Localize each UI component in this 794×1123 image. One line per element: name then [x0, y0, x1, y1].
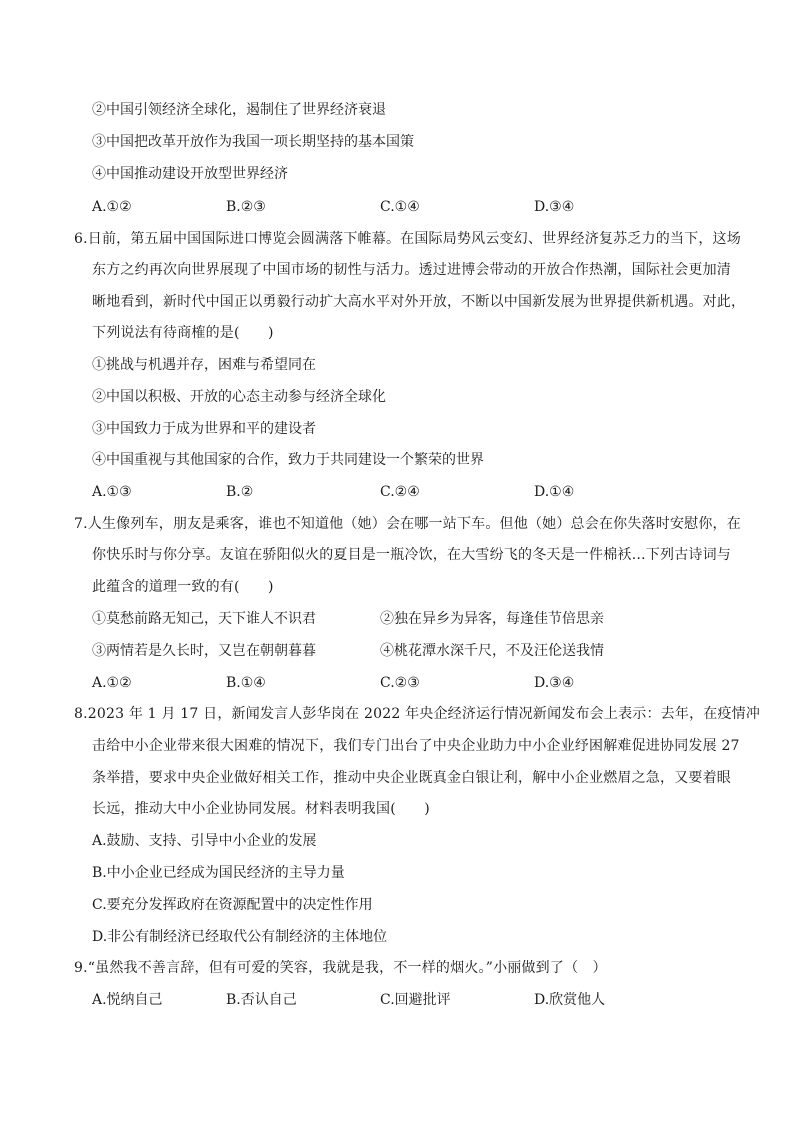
q9-option-b: B.否认自己: [226, 992, 297, 1008]
q7-option-b: B.①④: [226, 675, 266, 691]
q8-stem-line-1: 8.2023 年 1 月 17 日，新闻发言人彭华岗在 2022 年央企经济运行情况新闻发布会上表示：去年，在疫情冲: [74, 706, 761, 722]
q7-option-c: C.②③: [380, 675, 420, 691]
q6-stem-line-4: 下列说法有待商榷的是( ): [92, 325, 274, 341]
q7-stem-line-2: 你快乐时与你分享。友谊在骄阳似火的夏目是一瓶冷饮，在大雪纷飞的冬天是一件棉袄…下列古诗词与: [92, 547, 731, 563]
q5-option-a: A.①②: [92, 199, 132, 215]
q8-option-d: D.非公有制经济已经取代公有制经济的主体地位: [92, 929, 388, 945]
q8-option-a: A.鼓励、支持、引导中小企业的发展: [92, 833, 317, 849]
q6-item-1: ①挑战与机遇并存，困难与希望同在: [92, 357, 316, 373]
q9-option-c: C.回避批评: [380, 992, 451, 1008]
q5-option-b: B.②③: [226, 199, 266, 215]
q6-option-a: A.①③: [92, 484, 132, 500]
q7-option-d: D.③④: [534, 675, 575, 691]
q8-option-b: B.中小企业已经成为国民经济的主导力量: [92, 865, 345, 881]
q9-stem-line-1: 9.“虽然我不善言辞，但有可爱的笑容，我就是我，不一样的烟火。”小丽做到了（ ）: [74, 960, 607, 976]
q7-option-a: A.①②: [92, 675, 132, 691]
q6-item-3: ③中国致力于成为世界和平的建设者: [92, 421, 316, 437]
q7-item-3: ③两情若是久长时，又岂在朝朝暮暮: [92, 643, 316, 659]
q7-stem-line-1: 7.人生像列车，朋友是乘客，谁也不知道他（她）会在哪一站下车。但他（她）总会在你失落时安慰你，在: [74, 516, 741, 532]
q6-stem-line-3: 晰地看到，新时代中国正以勇毅行动扩大高水平对外开放，不断以中国新发展为世界提供新机遇。对此，: [92, 294, 746, 310]
q7-item-1: ①莫愁前路无知己，天下谁人不识君: [92, 611, 316, 627]
q8-stem-line-3: 条举措，要求中央企业做好相关工作，推动中央企业既真金白银让利，解中小企业燃眉之急，又要着眼: [92, 770, 731, 786]
q8-stem-line-4: 长远，推动大中小企业协同发展。材料表明我国( ): [92, 801, 430, 817]
q9-option-a: A.悦纳自己: [92, 992, 163, 1008]
q8-option-c: C.要充分发挥政府在资源配置中的决定性作用: [92, 897, 373, 913]
q5-item-4: ④中国推动建设开放型世界经济: [92, 166, 288, 182]
q6-stem-line-2: 东方之约再次向世界展现了中国市场的韧性与活力。透过进博会带动的开放合作热潮，国际社会更加清: [92, 262, 731, 278]
q9-option-d: D.欣赏他人: [534, 992, 606, 1008]
q6-item-4: ④中国重视与其他国家的合作，致力于共同建设一个繁荣的世界: [92, 452, 484, 468]
q6-option-b: B.②: [226, 484, 254, 500]
q5-option-d: D.③④: [534, 199, 575, 215]
q5-item-2: ②中国引领经济全球化，遏制住了世界经济衰退: [92, 102, 386, 118]
q6-option-d: D.①④: [534, 484, 575, 500]
q6-option-c: C.②④: [380, 484, 420, 500]
q8-stem-line-2: 击给中小企业带来很大困难的情况下，我们专门出台了中央企业助力中小企业纾困解难促进协同发展 27: [92, 738, 740, 754]
q5-item-3: ③中国把改革开放作为我国一项长期坚持的基本国策: [92, 134, 414, 150]
q5-option-c: C.①④: [380, 199, 420, 215]
q6-item-2: ②中国以积极、开放的心态主动参与经济全球化: [92, 389, 386, 405]
q6-stem-line-1: 6.日前，第五届中国国际进口博览会圆满落下帷幕。在国际局势风云变幻、世界经济复苏乏力的当下，这场: [74, 231, 741, 247]
q7-stem-line-3: 此蕴含的道理一致的有( ): [92, 579, 274, 595]
q7-item-4: ④桃花潭水深千尺，不及汪伦送我情: [380, 643, 604, 659]
q7-item-2: ②独在异乡为异客，每逢佳节倍思亲: [380, 611, 604, 627]
